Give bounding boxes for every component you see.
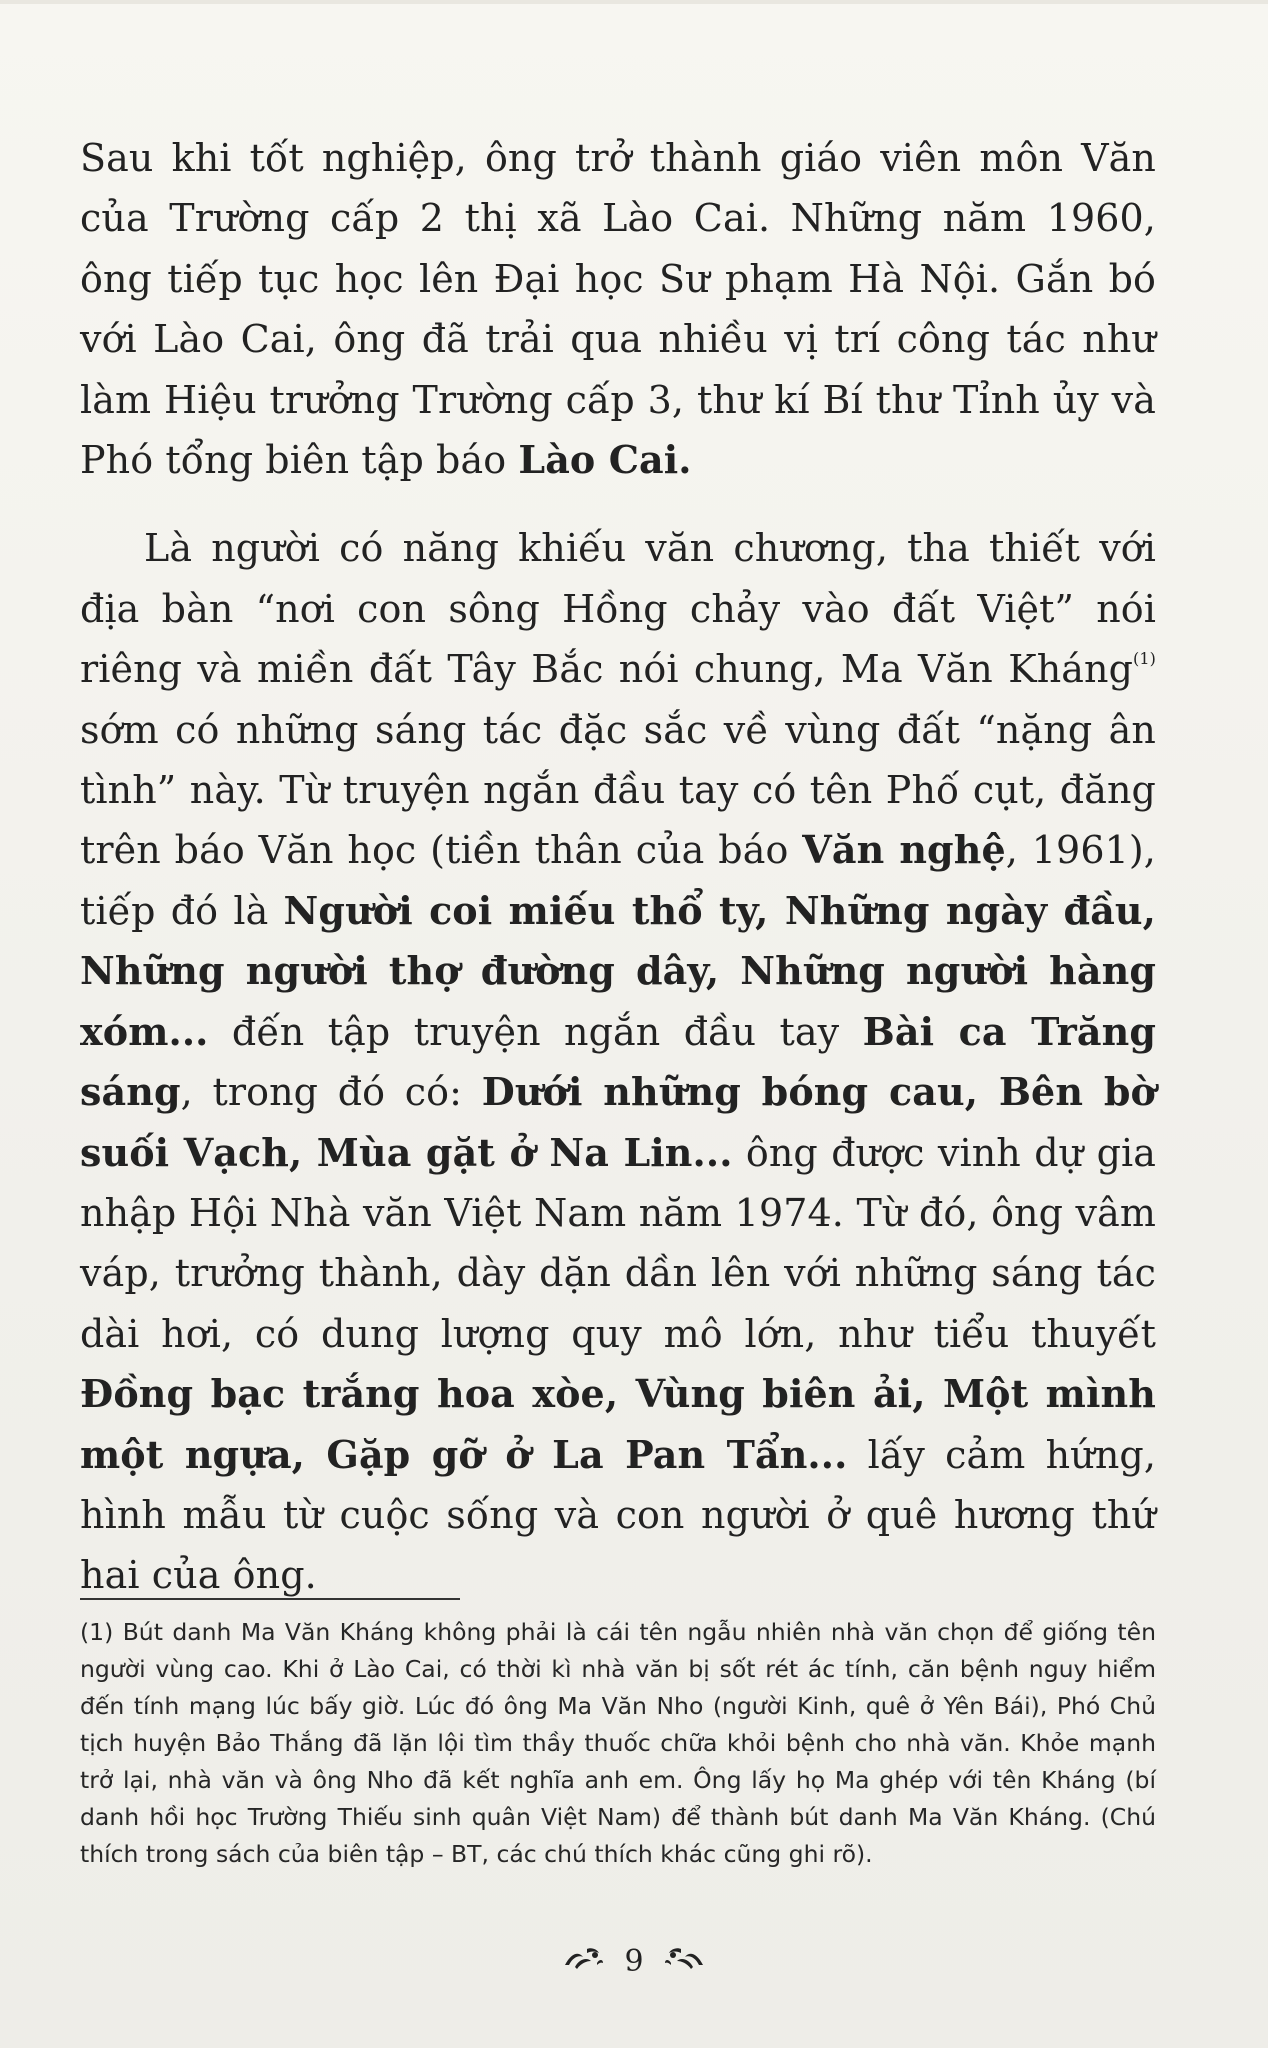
text-run: , 1961), tiếp đó là (80, 828, 1156, 933)
text-run: đến tập truyện ngắn đầu tay (208, 1009, 863, 1054)
bold-title: Bài ca Trăng sáng (80, 1008, 1156, 1115)
page-number-footer (0, 1942, 1268, 1979)
page-number: 9 (624, 1943, 644, 1979)
bold-title: Dưới những bóng cau, Bên bờ suối Vạch, Mùa gặt ở Na Lin... (80, 1069, 1156, 1175)
footnote: (1) Bút danh Ma Văn Kháng không phải là cái tên ngẫu nhiên nhà văn chọn để giống tên người vùng cao. Khi ở Lào Cai, có thời kì nhà văn bị sốt rét ác tính, căn bệnh nguy hiểm đến tính mạng lúc bấy giờ. Lúc đó ông Ma Văn Nho (người Kinh, quê ở Yên Bái), Phó Chủ tịch huyện Bảo Thắng đã lặn lội tìm thầy thuốc chữa khỏi bệnh cho nhà văn. Khỏe mạnh trở lại, nhà văn và ông Nho đã kết nghĩa anh em. Ông lấy họ Ma ghép với tên Kháng (bí danh hồi học Trường Thiếu sinh quân Việt Nam) để thành bút danh Ma Văn Kháng. (Chú thích trong sách của biên tập – BT, các chú thích khác cũng ghi rõ). (80, 1618, 1156, 1868)
bold-title: Đồng bạc trắng hoa xòe, Vùng biên ải, Một mình một ngựa, Gặp gỡ ở La Pan Tẩn... (80, 1371, 1156, 1477)
footnote-divider (80, 1598, 460, 1600)
body-text (80, 128, 1156, 1634)
text-run: , trong đó có: (180, 1070, 482, 1115)
text-run: Là người có năng khiếu văn chương, tha thiết với địa bàn “nơi con sông Hồng chảy vào đất Việt” nói riêng và miền đất Tây Bắc nói chung, Ma Văn Kháng (80, 526, 1156, 692)
text-run: Sau khi tốt nghiệp, ông trở thành giáo viên môn Văn của Trường cấp 2 thị xã Lào Cai. Những năm 1960, ông tiếp tục học lên Đại học Sư phạm Hà Nội. Gắn bó với Lào Cai, ông đã trải qua nhiều vị trí công tác như làm Hiệu trưởng Trường cấp 3, thư kí Bí thư Tỉnh ủy và Phó tổng biên tập báo (80, 136, 1156, 483)
bold-title: Người coi miếu thổ ty, Những ngày đầu, Những người thợ đường dây, Những người hàng xóm... (80, 887, 1156, 1054)
text-run: sớm có những sáng tác đặc sắc về vùng đất “nặng ân tình” này. Từ truyện ngắn đầu tay có tên Phố cụt, đăng trên báo Văn học (tiền thân của báo (80, 707, 1156, 873)
text-run: ông được vinh dự gia nhập Hội Nhà văn Việt Nam năm 1974. Từ đó, ông vâm váp, trưởng thành, dày dặn dần lên với những sáng tác dài hơi, có dung lượng quy mô lớn, như tiểu thuyết (80, 1130, 1157, 1356)
paragraph-1 (80, 128, 1156, 490)
paragraph-2 (80, 518, 1156, 1605)
bold-title: Văn nghệ (802, 827, 1006, 873)
left-ornament-icon (561, 1944, 605, 1979)
bold-title: Lào Cai. (518, 437, 692, 483)
right-ornament-icon (663, 1944, 707, 1979)
page-top-edge (0, 0, 1268, 4)
footnote-marker: (1) (1133, 649, 1156, 669)
text-run: lấy cảm hứng, hình mẫu từ cuộc sống và con người ở quê hương thứ hai của ông. (80, 1432, 1157, 1598)
